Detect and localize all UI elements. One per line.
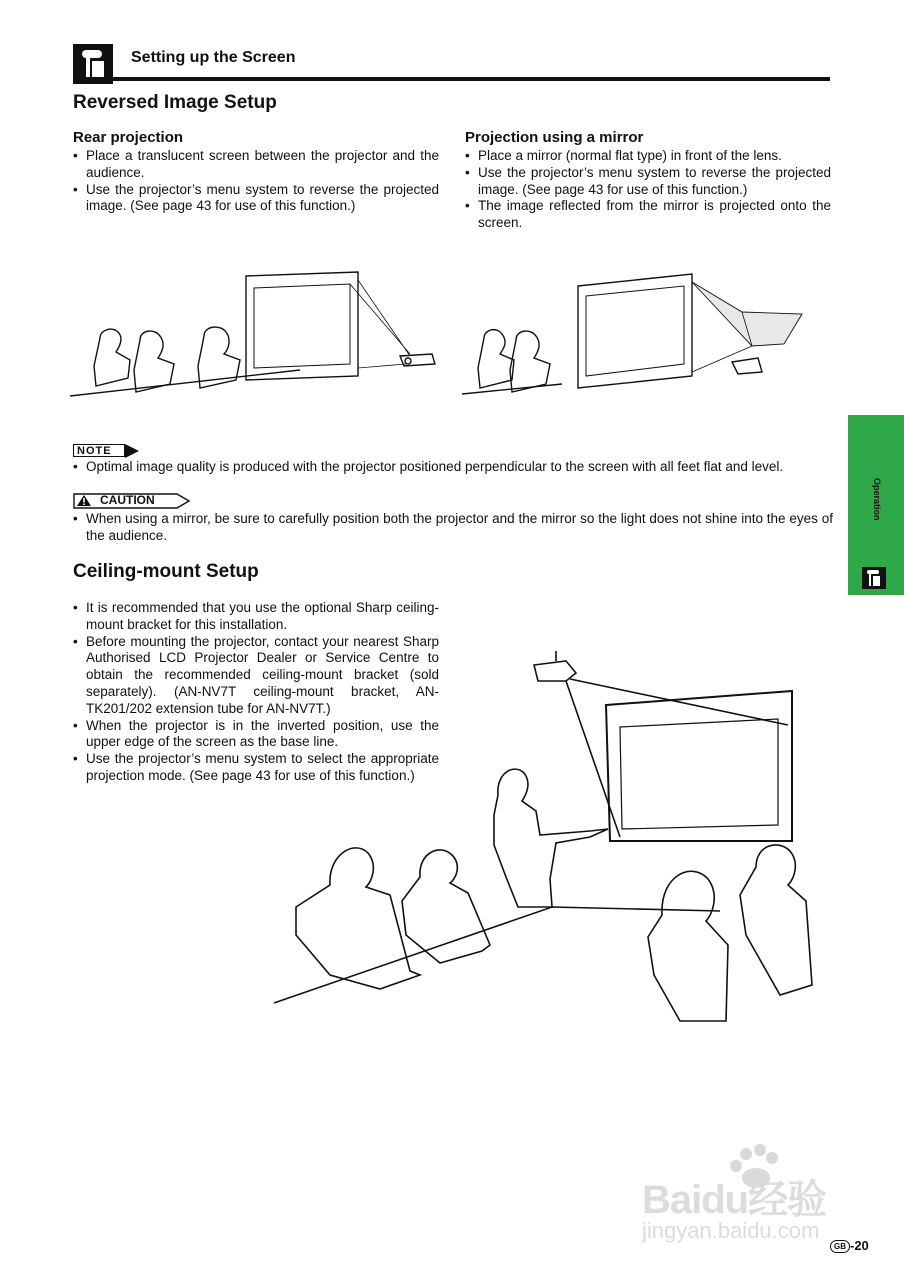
page-number: [830, 1238, 869, 1253]
list-item: • Place a mirror (normal flat type) in front of the lens.: [465, 148, 831, 165]
ceiling-mount-illustration: [270, 645, 830, 1025]
section-header-title: Setting up the Screen: [131, 49, 296, 66]
list-item: • Before mounting the projector, contact your nearest Sharp Authorised LCD Projector Dealer or Service Centre to obtain the recommended ceiling-mount bracket (sold separately). (AN-NV7T ceiling-mount bracket, AN-TK201/202 extension tube for AN-NV7T.): [73, 634, 439, 718]
list-item: • Use the projector’s menu system to reverse the projected image. (See page 43 for use of this function.): [465, 165, 831, 199]
rear-projection-illustration: [70, 268, 440, 428]
rear-projection-list: [73, 148, 439, 215]
caution-badge-label: CAUTION: [100, 493, 155, 507]
list-item: • Place a translucent screen between the projector and the audience.: [73, 148, 439, 182]
caution-text: • When using a mirror, be sure to carefully position both the projector and the mirror so the light does not shine into the eyes of the audience.: [73, 511, 833, 545]
caution-list: [73, 511, 833, 545]
mirror-projection-list: [465, 148, 831, 232]
rear-projection-heading: Rear projection: [73, 129, 184, 146]
baidu-watermark: [640, 1140, 850, 1250]
list-item: • The image reflected from the mirror is projected onto the screen.: [465, 198, 831, 232]
mirror-projection-illustration: [462, 268, 832, 428]
note-arrow-icon: [125, 444, 139, 458]
list-item: • Use the projector’s menu system to select the appropriate projection mode. (See page 43 for use of this function.): [73, 751, 439, 785]
watermark-logo-text: Baidu经验: [642, 1178, 827, 1222]
region-badge: GB: [830, 1240, 850, 1253]
note-list: [73, 459, 833, 476]
list-item: • It is recommended that you use the optional Sharp ceiling-mount bracket for this installation.: [73, 600, 439, 634]
reversed-image-title: Reversed Image Setup: [73, 92, 277, 113]
side-tab-label: Operation: [872, 478, 882, 521]
header-rule: [73, 77, 830, 81]
ceiling-mount-title: Ceiling-mount Setup: [73, 561, 259, 582]
projector-screen-icon: [862, 567, 886, 589]
note-text: • Optimal image quality is produced with the projector positioned perpendicular to the screen with all feet flat and level.: [73, 459, 833, 476]
note-badge: NOTE: [73, 444, 125, 457]
watermark-url: jingyan.baidu.com: [642, 1218, 820, 1243]
list-item: • Use the projector’s menu system to reverse the projected image. (See page 43 for use of this function.): [73, 182, 439, 216]
mirror-projection-heading: Projection using a mirror: [465, 129, 644, 146]
list-item: • When the projector is in the inverted position, use the upper edge of the screen as the base line.: [73, 718, 439, 752]
page-number-value: -20: [850, 1238, 869, 1253]
